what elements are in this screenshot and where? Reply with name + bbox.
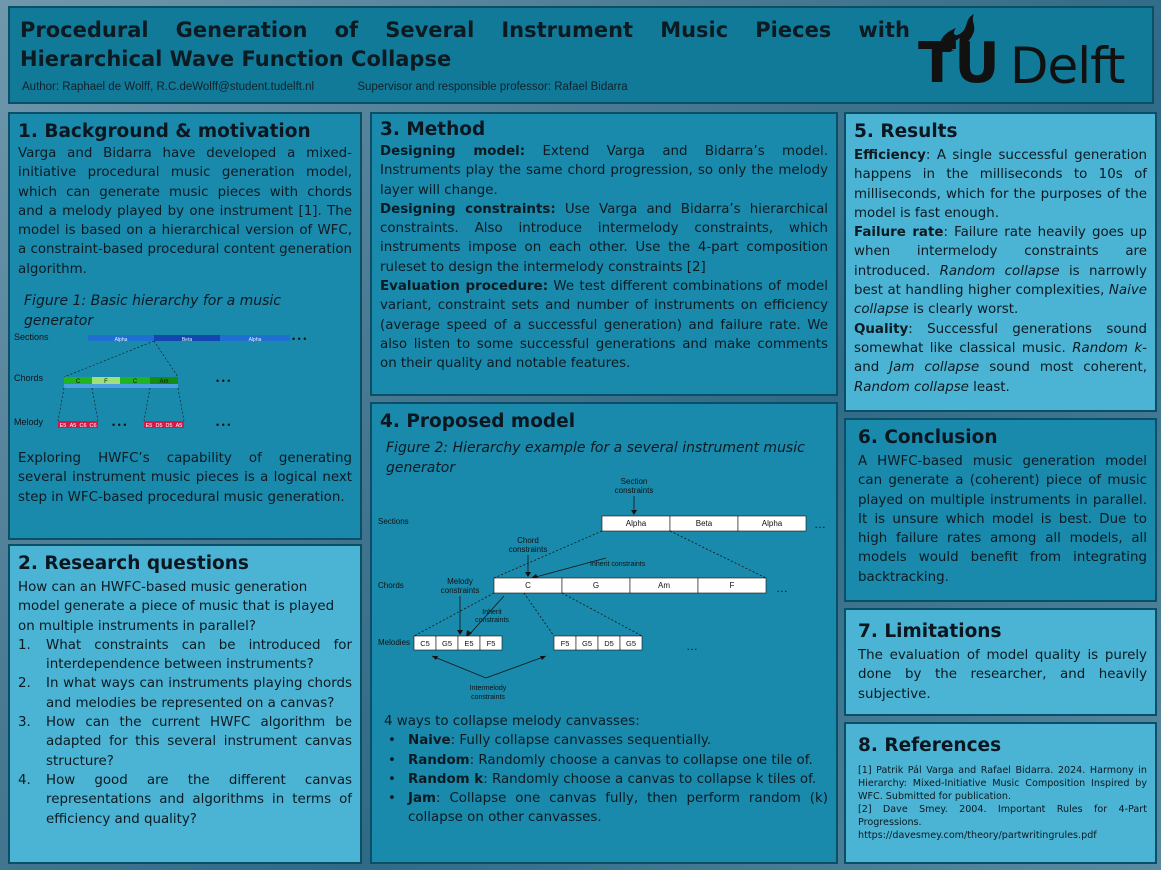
fig1-ellipsis: • • • xyxy=(216,420,231,431)
section-heading: 7. Limitations xyxy=(858,621,1002,642)
fig1-note: A5 xyxy=(175,423,183,430)
subquestion: 3. How can the current HWFC algorithm be adapted for this several instrument canvas structure? xyxy=(18,715,352,769)
fig2-chord: C xyxy=(525,581,531,590)
fig1-row-chords: Chords xyxy=(14,373,44,384)
fig2-chord-constraints: Chord xyxy=(517,536,539,545)
section-limitations xyxy=(844,608,1157,716)
fig1-chord: Am xyxy=(159,379,169,386)
collapse-way: • Naive: Fully collapse canvasses sequentially. xyxy=(388,733,712,749)
fig2-ellipsis: … xyxy=(776,581,788,595)
fig2-melody-constraints: Melody xyxy=(447,577,473,586)
section-heading: 5. Results xyxy=(854,121,958,142)
tu-delft-logo xyxy=(918,14,1138,102)
section-references xyxy=(844,722,1157,864)
fig1-note: C6 xyxy=(79,423,87,430)
results-failure-rate: Failure rate: Failure rate heavily goes up when intermelody constraints are introduced. Random collapse is narrowly best at handling higher complexities, Naive collapse is clearly worst. xyxy=(854,225,1147,318)
section-heading: 4. Proposed model xyxy=(380,411,576,432)
fig1-ellipsis: • • • xyxy=(216,376,231,387)
fig2-row-chords: Chords xyxy=(378,581,404,590)
reference-1: [1] Patrik Pál Varga and Rafael Bidarra. 2024. Harmony in Hierarchy: Mixed-Initiative Music Composition Inspired by WFC. Submitted for publication. xyxy=(858,765,1147,802)
reference-2-link[interactable]: https://davesmey.com/theory/partwritingrules.pdf xyxy=(858,830,1097,841)
method-design-constraints: Designing constraints: Use Varga and Bidarra’s hierarchical constraints. Also introduce intermelody constraints, which instruments impose on each other. Use the 4-part composition ruleset to design the intermelody constraints [2] xyxy=(380,201,829,275)
figure-1-hierarchy xyxy=(12,331,352,449)
section-method xyxy=(370,112,838,396)
collapse-way: • Jam: Collapse one canvas fully, then perform random (k) collapse on other canvasses. xyxy=(388,791,828,826)
fig2-note: F5 xyxy=(486,639,496,648)
fig2-intermelody: constraints xyxy=(471,694,505,701)
collapse-way: • Random k: Randomly choose a canvas to collapse k tiles of. xyxy=(388,771,817,787)
fig2-inherit: Inherit xyxy=(482,609,502,616)
fig1-ellipsis: • • • xyxy=(292,334,307,345)
logo-delft: Delft xyxy=(1010,37,1125,95)
subquestion: 2. In what ways can instruments playing chords and melodies be represented on a canvas? xyxy=(18,676,352,711)
section-proposed-model xyxy=(370,402,838,864)
subquestion: 4. How good are the different canvas representations and algorithms in terms of efficiency and quality? xyxy=(18,772,352,827)
figure-1-caption: Figure 1: Basic hierarchy for a music generator xyxy=(24,293,282,330)
fig1-section: Alpha xyxy=(114,337,128,344)
fig1-note: A5 xyxy=(69,423,77,430)
fig2-chord: Am xyxy=(658,581,670,590)
section-conclusion xyxy=(844,418,1157,602)
fig1-chord: F xyxy=(104,379,108,386)
subquestion-list xyxy=(18,636,352,829)
method-design-model: Designing model: Extend Varga and Bidarra’s model. Instruments play the same chord progression, so only the melody layer will change. xyxy=(380,144,828,198)
fig2-section: Alpha xyxy=(761,519,783,528)
fig1-chord: C xyxy=(132,379,138,386)
poster-title: Procedural Generation of Several Instrument Music Pieces with Hierarchical Wave Function Collapse xyxy=(20,18,910,71)
main-question: How can an HWFC-based music generation model generate a piece of music that is played on multiple instruments in parallel? xyxy=(18,580,335,634)
results-efficiency: Efficiency: A single successful generation happens in the milliseconds to 10s of milliseconds, which for the purposes of the model is fast enough. xyxy=(854,148,1147,221)
fig1-section: Alpha xyxy=(248,337,262,344)
poster-header xyxy=(8,6,1154,104)
fig2-section-constraints: Section xyxy=(620,478,648,486)
fig1-row-melody: Melody xyxy=(14,417,44,428)
fig2-section: Beta xyxy=(695,519,713,528)
supervisor: Supervisor and responsible professor: Rafael Bidarra xyxy=(357,81,628,93)
fig1-note: E5 xyxy=(59,423,67,430)
fig2-intermelody: Intermelody xyxy=(469,685,507,692)
section-heading: 6. Conclusion xyxy=(858,427,998,448)
fig1-chord: C xyxy=(75,379,81,386)
fig2-inherit: constraints xyxy=(475,617,509,624)
reference-2: [2] Dave Smey. 2004. Important Rules for 4-Part Progressions. xyxy=(858,804,1147,828)
fig1-ellipsis: • • • xyxy=(112,420,127,431)
section-research-questions xyxy=(8,544,362,864)
conclusion-text: A HWFC-based music generation model can generate a (coherent) piece of music played on multiple instruments in parallel. It is unsure which model is best. Due to high failure rates among all models, all models would benefit from integrating backtracking. xyxy=(858,454,1147,585)
fig1-note: D5 xyxy=(155,423,163,430)
figure-2-caption: Figure 2: Hierarchy example for a several instrument music generator xyxy=(386,440,805,476)
fig2-note: G5 xyxy=(581,639,593,648)
fig2-section: Alpha xyxy=(625,519,647,528)
collapse-way: • Random: Randomly choose a canvas to collapse one tile of. xyxy=(388,752,813,768)
fig2-inherit: Inherit constraints xyxy=(590,561,646,568)
collapse-ways-list xyxy=(384,731,828,827)
fig2-melody-constraints: constraints xyxy=(440,586,480,595)
fig2-note: C5 xyxy=(420,639,430,648)
fig2-note: G5 xyxy=(625,639,637,648)
subquestion: 1. What constraints can be introduced for interdependence between instruments? xyxy=(18,637,352,673)
section-heading: 3. Method xyxy=(380,119,486,140)
fig1-row-sections: Sections xyxy=(14,332,49,343)
method-evaluation: Evaluation procedure: We test different combinations of model variant, constraint sets and number of instruments on efficiency (average speed of a successful generation) and failure rate. We also listen to some successful generations and make comments on their quality and notable features. xyxy=(380,279,829,372)
fig2-note: D5 xyxy=(604,639,614,648)
fig2-chord: F xyxy=(729,581,735,590)
fig2-chord-constraints: constraints xyxy=(508,545,548,554)
fig2-row-melodies: Melodies xyxy=(378,638,411,647)
fig1-note: C6 xyxy=(89,423,97,430)
author-line xyxy=(22,81,668,93)
background-outro: Exploring HWFC’s capability of generating several instrument music pieces is a logical next step in WFC-based procedural music generation. xyxy=(18,451,352,505)
section-heading: 2. Research questions xyxy=(18,553,249,574)
fig2-row-sections: Sections xyxy=(378,517,409,526)
background-text: Varga and Bidarra have developed a mixed-initiative procedural music generation model, which can generate music pieces with chords and a melody played by one instrument [1]. The model is based on a hierarchical version of WFC, a constraint-based procedural content generation algorithm. xyxy=(18,146,352,277)
section-heading: 8. References xyxy=(858,735,1002,756)
fig2-ellipsis: … xyxy=(814,517,826,531)
fig2-ellipsis: … xyxy=(686,639,698,653)
fig2-note: G5 xyxy=(441,639,453,648)
results-quality: Quality: Successful generations sound somewhat like classical music. Random k- and Jam collapse sound most coherent, Random collapse least. xyxy=(854,321,1148,395)
fig2-chord: G xyxy=(592,581,600,590)
fig1-section: Beta xyxy=(181,337,193,344)
section-results xyxy=(844,112,1157,412)
author: Author: Raphael de Wolff, R.C.deWolff@student.tudelft.nl xyxy=(22,81,315,93)
fig1-note: D5 xyxy=(165,423,173,430)
fig1-note: E5 xyxy=(145,423,153,430)
fig2-section-constraints: constraints xyxy=(614,486,654,495)
ways-title: 4 ways to collapse melody canvasses: xyxy=(384,714,640,729)
figure-2-hierarchy xyxy=(374,478,830,714)
section-heading: 1. Background & motivation xyxy=(18,121,311,142)
fig2-note: F5 xyxy=(560,639,570,648)
section-background xyxy=(8,112,362,540)
fig2-note: E5 xyxy=(464,639,474,648)
limitations-text: The evaluation of model quality is purely done by the researcher, and heavily subjective. xyxy=(858,648,1147,702)
logo-tu: TU xyxy=(918,31,998,96)
